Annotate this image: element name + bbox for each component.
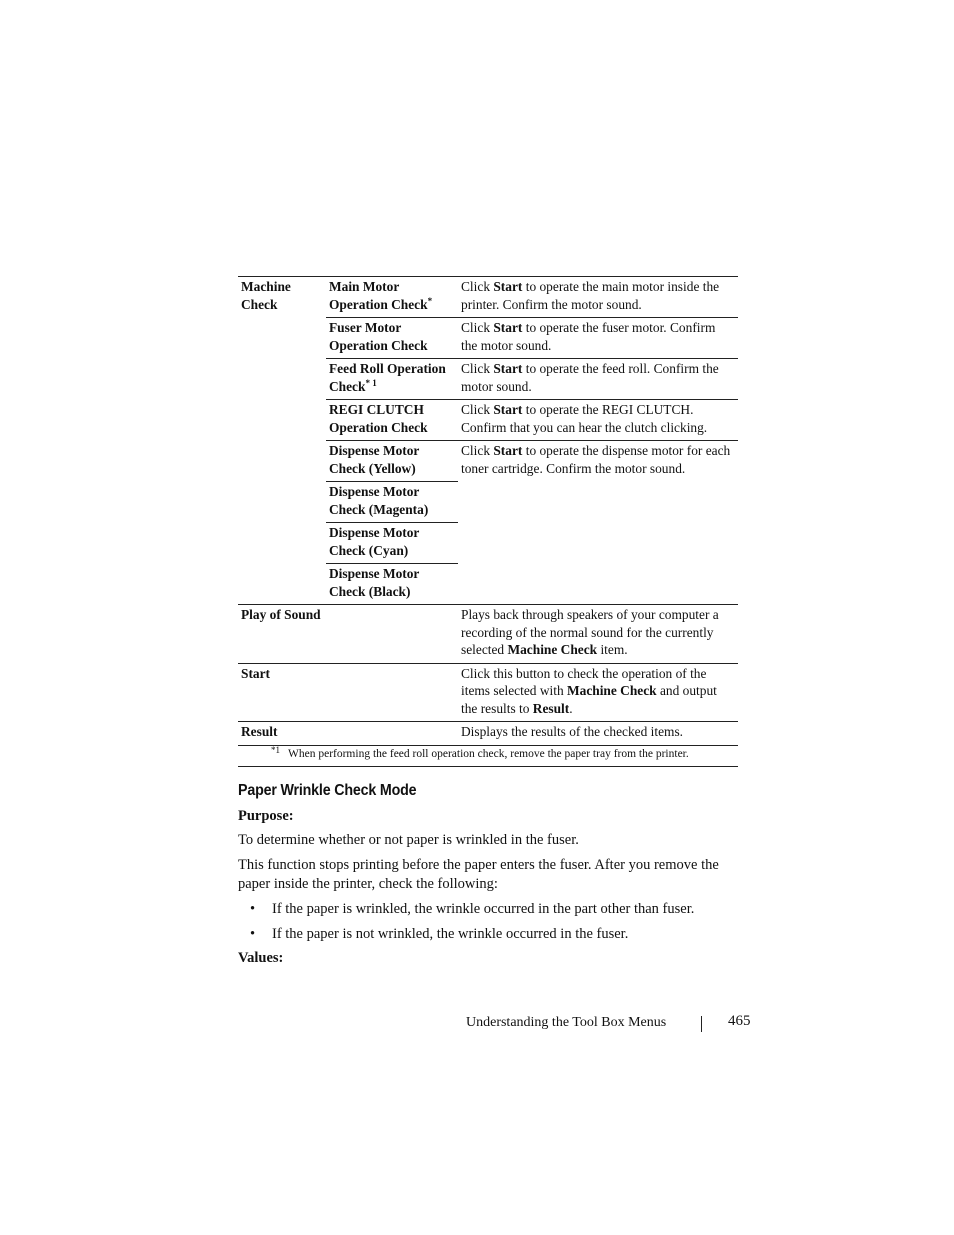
list-item: • If the paper is wrinkled, the wrinkle occurred in the part other than fuser. [250, 900, 695, 917]
item-description: Click Start to operate the main motor inside the printer. Confirm the motor sound. [458, 277, 738, 318]
footnote-mark: *1 [271, 744, 280, 755]
item-name: Dispense Motor Check (Magenta) [326, 482, 458, 523]
item-name: Dispense Motor Check (Black) [326, 564, 458, 605]
page-footer [466, 1013, 751, 1031]
machine-check-table [238, 276, 738, 767]
item-description: Click Start to operate the feed roll. Confirm the motor sound. [458, 359, 738, 400]
section-heading: Paper Wrinkle Check Mode [238, 781, 417, 799]
page-content [238, 276, 738, 973]
item-name: Feed Roll Operation Check$^{* 1}$ [326, 359, 458, 400]
list-item: • If the paper is not wrinkled, the wrinkle occurred in the fuser. [250, 925, 629, 942]
item-description: Click this button to check the operation of the items selected with Machine Check and output the results to Result. [458, 663, 738, 722]
table-row [238, 663, 738, 722]
paragraph: To determine whether or not paper is wrinkled in the fuser. [238, 831, 579, 848]
table-row [238, 605, 738, 664]
purpose-label: Purpose: [238, 807, 294, 824]
item-name: Start [238, 663, 458, 722]
footnote-marker: * [427, 295, 433, 306]
item-description: Click Start to operate the REGI CLUTCH. Confirm that you can hear the clutch clicking. [458, 400, 738, 441]
row-group-label: Machine Check [238, 277, 326, 605]
footnote-row [238, 745, 738, 766]
footer-title: Understanding the Tool Box Menus [466, 1015, 667, 1030]
item-name: Dispense Motor Check (Yellow) [326, 441, 458, 482]
page-number: 465 [728, 1013, 751, 1029]
values-label: Values: [238, 949, 284, 966]
bullet-list [238, 900, 738, 944]
item-name: Play of Sound [238, 605, 458, 664]
item-description: Plays back through speakers of your computer a recording of the normal sound for the currently selected Machine Check item. [458, 605, 738, 664]
item-name: Dispense Motor Check (Cyan) [326, 523, 458, 564]
item-description: Displays the results of the checked items. [458, 722, 738, 746]
footnote [241, 744, 735, 762]
footer-divider [701, 1016, 702, 1032]
bullet-icon: • [250, 925, 256, 942]
item-name: Main Motor Operation Check* [326, 277, 458, 318]
paragraph: This function stops printing before the paper enters the fuser. After you remove the paper inside the printer, check the following: [238, 856, 719, 892]
table-row [238, 722, 738, 746]
item-description: Click Start to operate the dispense motor for each toner cartridge. Confirm the motor sound. [458, 441, 738, 605]
item-name: REGI CLUTCH Operation Check [326, 400, 458, 441]
table-row [238, 277, 738, 318]
item-description: Click Start to operate the fuser motor. Confirm the motor sound. [458, 318, 738, 359]
item-name: Fuser Motor Operation Check [326, 318, 458, 359]
footnote-marker: * 1 [365, 377, 377, 388]
item-name: Result [238, 722, 458, 746]
bullet-icon: • [250, 900, 256, 917]
footnote-text: When performing the feed roll operation check, remove the paper tray from the printer. [288, 747, 689, 760]
